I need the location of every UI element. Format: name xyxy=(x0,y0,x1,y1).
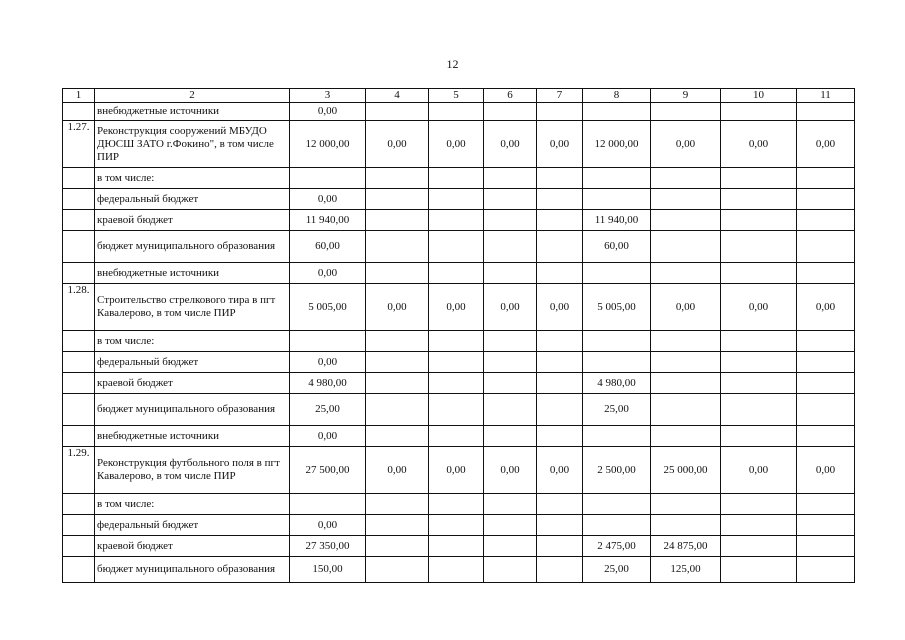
value-cell xyxy=(537,263,583,284)
value-cell xyxy=(797,231,855,263)
value-cell xyxy=(366,373,429,394)
funding-row xyxy=(63,168,855,189)
value-cell xyxy=(721,536,797,557)
row-name: Строительство стрелкового тира в пгт Кавалерово, в том числе ПИР xyxy=(95,284,290,331)
value-cell: 25,00 xyxy=(583,394,651,426)
row-number xyxy=(63,263,95,284)
column-header: 3 xyxy=(290,89,366,103)
funding-row xyxy=(63,231,855,263)
value-cell xyxy=(583,263,651,284)
column-header-row xyxy=(63,89,855,103)
value-cell xyxy=(537,103,583,121)
value-cell: 0,00 xyxy=(429,121,484,168)
value-cell xyxy=(366,557,429,583)
value-cell xyxy=(721,263,797,284)
funding-row xyxy=(63,210,855,231)
value-cell xyxy=(484,426,537,447)
value-cell: 25,00 xyxy=(290,394,366,426)
value-cell: 5 005,00 xyxy=(290,284,366,331)
value-cell: 0,00 xyxy=(290,189,366,210)
value-cell xyxy=(429,168,484,189)
value-cell xyxy=(651,331,721,352)
value-cell xyxy=(429,494,484,515)
funding-row xyxy=(63,189,855,210)
value-cell xyxy=(797,426,855,447)
row-name: внебюджетные источники xyxy=(95,263,290,284)
value-cell: 0,00 xyxy=(651,284,721,331)
value-cell xyxy=(797,494,855,515)
row-number xyxy=(63,373,95,394)
value-cell xyxy=(429,189,484,210)
value-cell xyxy=(484,536,537,557)
value-cell: 5 005,00 xyxy=(583,284,651,331)
funding-row xyxy=(63,394,855,426)
value-cell: 11 940,00 xyxy=(583,210,651,231)
value-cell xyxy=(651,394,721,426)
value-cell: 0,00 xyxy=(721,121,797,168)
value-cell: 0,00 xyxy=(651,121,721,168)
row-name: краевой бюджет xyxy=(95,210,290,231)
value-cell xyxy=(366,263,429,284)
value-cell xyxy=(651,515,721,536)
value-cell xyxy=(583,103,651,121)
row-number xyxy=(63,557,95,583)
column-header: 11 xyxy=(797,89,855,103)
value-cell xyxy=(537,394,583,426)
row-number: 1.27. xyxy=(63,121,95,168)
value-cell xyxy=(366,189,429,210)
value-cell xyxy=(537,515,583,536)
value-cell xyxy=(537,210,583,231)
value-cell: 11 940,00 xyxy=(290,210,366,231)
value-cell xyxy=(366,352,429,373)
column-header: 1 xyxy=(63,89,95,103)
value-cell xyxy=(651,189,721,210)
value-cell xyxy=(290,168,366,189)
value-cell xyxy=(290,494,366,515)
value-cell xyxy=(797,263,855,284)
value-cell xyxy=(537,536,583,557)
value-cell: 0,00 xyxy=(290,263,366,284)
value-cell xyxy=(484,557,537,583)
row-number xyxy=(63,352,95,373)
column-header: 6 xyxy=(484,89,537,103)
value-cell: 0,00 xyxy=(366,284,429,331)
row-number xyxy=(63,494,95,515)
value-cell: 4 980,00 xyxy=(583,373,651,394)
value-cell xyxy=(484,352,537,373)
value-cell xyxy=(537,557,583,583)
value-cell xyxy=(721,557,797,583)
value-cell xyxy=(651,231,721,263)
value-cell: 12 000,00 xyxy=(583,121,651,168)
funding-row xyxy=(63,494,855,515)
value-cell xyxy=(721,394,797,426)
row-name: бюджет муниципального образования xyxy=(95,231,290,263)
value-cell: 27 350,00 xyxy=(290,536,366,557)
value-cell xyxy=(429,210,484,231)
value-cell xyxy=(721,231,797,263)
row-name: в том числе: xyxy=(95,494,290,515)
row-number xyxy=(63,394,95,426)
value-cell: 25 000,00 xyxy=(651,447,721,494)
column-header: 9 xyxy=(651,89,721,103)
value-cell xyxy=(651,210,721,231)
value-cell: 0,00 xyxy=(366,447,429,494)
row-name: бюджет муниципального образования xyxy=(95,557,290,583)
row-name: краевой бюджет xyxy=(95,536,290,557)
value-cell xyxy=(484,168,537,189)
row-name: внебюджетные источники xyxy=(95,426,290,447)
value-cell xyxy=(537,426,583,447)
value-cell xyxy=(366,515,429,536)
value-cell: 0,00 xyxy=(797,121,855,168)
value-cell: 0,00 xyxy=(290,426,366,447)
row-number xyxy=(63,168,95,189)
value-cell xyxy=(651,263,721,284)
value-cell xyxy=(721,103,797,121)
row-number xyxy=(63,189,95,210)
value-cell xyxy=(583,494,651,515)
value-cell xyxy=(537,494,583,515)
value-cell: 2 500,00 xyxy=(583,447,651,494)
value-cell: 0,00 xyxy=(484,447,537,494)
column-header: 7 xyxy=(537,89,583,103)
value-cell: 2 475,00 xyxy=(583,536,651,557)
row-number xyxy=(63,210,95,231)
value-cell xyxy=(429,263,484,284)
funding-row xyxy=(63,426,855,447)
value-cell xyxy=(484,210,537,231)
row-name: в том числе: xyxy=(95,331,290,352)
value-cell: 24 875,00 xyxy=(651,536,721,557)
funding-row xyxy=(63,263,855,284)
value-cell: 27 500,00 xyxy=(290,447,366,494)
value-cell: 0,00 xyxy=(721,447,797,494)
value-cell xyxy=(429,515,484,536)
value-cell xyxy=(797,103,855,121)
value-cell: 25,00 xyxy=(583,557,651,583)
funding-row xyxy=(63,103,855,121)
value-cell: 0,00 xyxy=(797,284,855,331)
value-cell: 125,00 xyxy=(651,557,721,583)
value-cell xyxy=(537,373,583,394)
value-cell xyxy=(651,168,721,189)
value-cell xyxy=(797,331,855,352)
project-row xyxy=(63,284,855,331)
value-cell: 0,00 xyxy=(290,103,366,121)
value-cell: 0,00 xyxy=(290,352,366,373)
row-number xyxy=(63,331,95,352)
value-cell xyxy=(797,373,855,394)
column-header: 2 xyxy=(95,89,290,103)
value-cell xyxy=(721,168,797,189)
funding-row xyxy=(63,536,855,557)
value-cell xyxy=(366,426,429,447)
row-name: краевой бюджет xyxy=(95,373,290,394)
value-cell: 60,00 xyxy=(290,231,366,263)
value-cell xyxy=(721,426,797,447)
value-cell: 4 980,00 xyxy=(290,373,366,394)
funding-row xyxy=(63,373,855,394)
value-cell: 150,00 xyxy=(290,557,366,583)
value-cell: 0,00 xyxy=(366,121,429,168)
value-cell xyxy=(366,536,429,557)
value-cell: 0,00 xyxy=(484,121,537,168)
value-cell xyxy=(484,263,537,284)
value-cell xyxy=(583,352,651,373)
value-cell xyxy=(583,189,651,210)
value-cell xyxy=(797,189,855,210)
value-cell xyxy=(429,103,484,121)
value-cell xyxy=(484,515,537,536)
row-number xyxy=(63,515,95,536)
row-name: федеральный бюджет xyxy=(95,352,290,373)
column-header: 10 xyxy=(721,89,797,103)
value-cell xyxy=(797,352,855,373)
value-cell xyxy=(484,331,537,352)
value-cell: 12 000,00 xyxy=(290,121,366,168)
value-cell: 0,00 xyxy=(797,447,855,494)
value-cell xyxy=(484,103,537,121)
value-cell: 0,00 xyxy=(484,284,537,331)
row-name: внебюджетные источники xyxy=(95,103,290,121)
value-cell xyxy=(366,331,429,352)
value-cell xyxy=(797,536,855,557)
value-cell xyxy=(651,426,721,447)
value-cell: 0,00 xyxy=(537,447,583,494)
value-cell xyxy=(537,231,583,263)
value-cell xyxy=(537,331,583,352)
value-cell xyxy=(366,210,429,231)
value-cell xyxy=(366,394,429,426)
funding-row xyxy=(63,557,855,583)
value-cell xyxy=(721,352,797,373)
value-cell xyxy=(583,331,651,352)
value-cell xyxy=(721,373,797,394)
row-name: в том числе: xyxy=(95,168,290,189)
value-cell xyxy=(721,331,797,352)
value-cell xyxy=(366,494,429,515)
value-cell xyxy=(429,394,484,426)
value-cell: 0,00 xyxy=(429,284,484,331)
value-cell: 0,00 xyxy=(721,284,797,331)
row-number xyxy=(63,536,95,557)
value-cell xyxy=(429,352,484,373)
column-header: 8 xyxy=(583,89,651,103)
row-number: 1.29. xyxy=(63,447,95,494)
row-number: 1.28. xyxy=(63,284,95,331)
page-number: 12 xyxy=(446,57,459,71)
row-number xyxy=(63,426,95,447)
value-cell xyxy=(429,536,484,557)
value-cell xyxy=(290,331,366,352)
column-header: 4 xyxy=(366,89,429,103)
value-cell xyxy=(484,494,537,515)
value-cell xyxy=(721,189,797,210)
row-name: федеральный бюджет xyxy=(95,189,290,210)
value-cell xyxy=(537,352,583,373)
value-cell xyxy=(537,168,583,189)
value-cell xyxy=(797,168,855,189)
value-cell xyxy=(797,210,855,231)
value-cell xyxy=(721,515,797,536)
value-cell xyxy=(651,373,721,394)
value-cell xyxy=(429,557,484,583)
value-cell xyxy=(484,373,537,394)
row-name: Реконструкция футбольного поля в пгт Кавалерово, в том числе ПИР xyxy=(95,447,290,494)
value-cell xyxy=(721,210,797,231)
value-cell: 0,00 xyxy=(290,515,366,536)
value-cell xyxy=(366,231,429,263)
value-cell xyxy=(484,231,537,263)
funding-row xyxy=(63,331,855,352)
value-cell: 0,00 xyxy=(537,121,583,168)
value-cell xyxy=(537,189,583,210)
value-cell xyxy=(583,515,651,536)
budget-table xyxy=(62,88,855,583)
value-cell xyxy=(366,168,429,189)
value-cell xyxy=(651,494,721,515)
value-cell xyxy=(429,426,484,447)
row-name: Реконструкция сооружений МБУДО ДЮСШ ЗАТО г.Фокино", в том числе ПИР xyxy=(95,121,290,168)
column-header: 5 xyxy=(429,89,484,103)
value-cell xyxy=(797,557,855,583)
funding-row xyxy=(63,352,855,373)
project-row xyxy=(63,121,855,168)
row-number xyxy=(63,103,95,121)
value-cell xyxy=(484,394,537,426)
value-cell xyxy=(721,494,797,515)
value-cell xyxy=(651,103,721,121)
row-number xyxy=(63,231,95,263)
funding-row xyxy=(63,515,855,536)
project-row xyxy=(63,447,855,494)
value-cell xyxy=(583,426,651,447)
value-cell xyxy=(797,515,855,536)
value-cell xyxy=(429,373,484,394)
value-cell xyxy=(484,189,537,210)
value-cell xyxy=(651,352,721,373)
value-cell: 60,00 xyxy=(583,231,651,263)
row-name: федеральный бюджет xyxy=(95,515,290,536)
value-cell: 0,00 xyxy=(429,447,484,494)
value-cell xyxy=(797,394,855,426)
value-cell xyxy=(429,331,484,352)
row-name: бюджет муниципального образования xyxy=(95,394,290,426)
value-cell xyxy=(366,103,429,121)
value-cell: 0,00 xyxy=(537,284,583,331)
value-cell xyxy=(583,168,651,189)
value-cell xyxy=(429,231,484,263)
